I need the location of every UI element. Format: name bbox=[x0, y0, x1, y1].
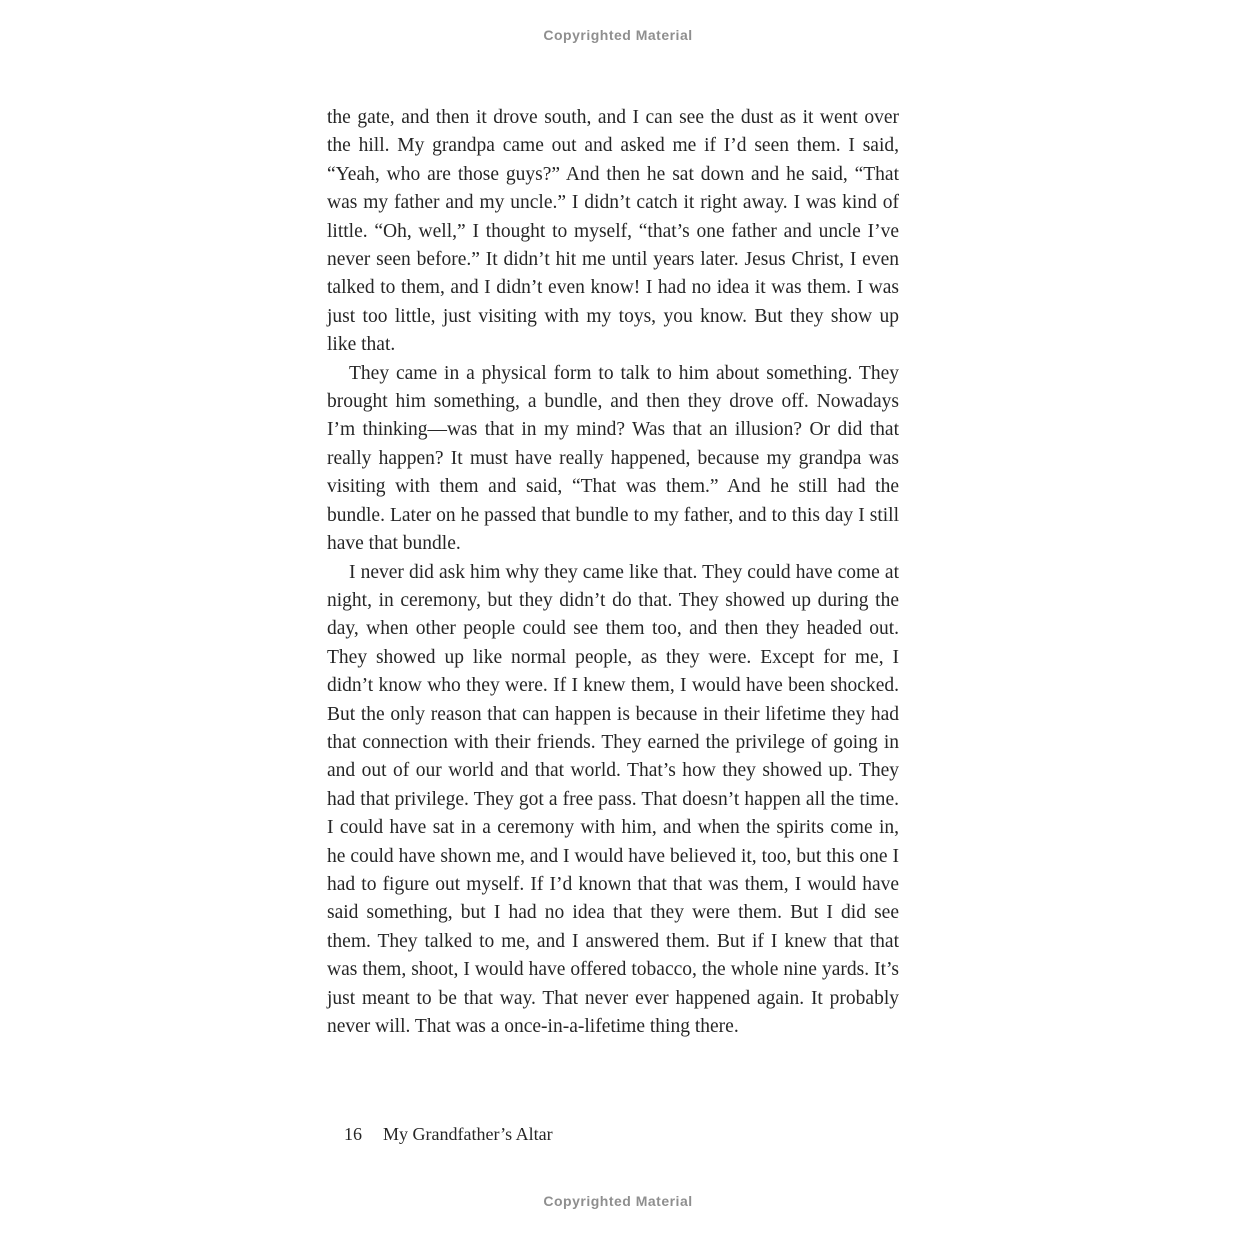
copyright-notice-top: Copyrighted Material bbox=[543, 27, 693, 43]
copyright-notice-bottom: Copyrighted Material bbox=[543, 1193, 693, 1209]
running-footer bbox=[344, 1124, 553, 1145]
paragraph-3: I never did ask him why they came like that. They could have come at night, in ceremony, but they didn’t do that. They showed up during the day, when other people could see them too, and then they headed out. They showed up like normal people, as they were. Except for me, I didn’t know who they were. If I knew them, I would have been shocked. But the only reason that can happen is because in their lifetime they had that connection with their friends. They earned the privilege of going in and out of our world and that world. That’s how they showed up. They had that privilege. They got a free pass. That doesn’t happen all the time. I could have sat in a ceremony with him, and when the spirits come in, he could have shown me, and I would have believed it, too, but this one I had to figure out myself. If I’d known that that was them, I would have said something, but I had no idea that they were them. But I did see them. They talked to me, and I answered them. But if I knew that that was them, shoot, I would have offered tobacco, the whole nine yards. It’s just meant to be that way. That never ever happened again. It probably never will. That was a once-in-a-lifetime thing there. bbox=[327, 561, 899, 1037]
body-text bbox=[327, 104, 899, 1041]
paragraph-2: They came in a physical form to talk to him about something. They brought him something, a bundle, and then they drove off. Nowadays I’m thinking—was that in my mind? Was that an illusion? Or did that really happen? It must have really happened, because my grandpa was visiting with them and said, “That was them.” And he still had the bundle. Later on he passed that bundle to my father, and to this day I still have that bundle. bbox=[327, 362, 899, 555]
paragraph-1: the gate, and then it drove south, and I can see the dust as it went over the hill. My grandpa came out and asked me if I’d seen them. I said, “Yeah, who are those guys?” And then he sat down and he said, “That was my father and my uncle.” I didn’t catch it right away. I was kind of little. “Oh, well,” I thought to myself, “that’s one father and uncle I’ve never seen before.” It didn’t hit me until years later. Jesus Christ, I even talked to them, and I didn’t even know! I had no idea it was them. I was just too little, just visiting with my toys, you know. But they show up like that. bbox=[327, 107, 899, 356]
page-number: 16 bbox=[344, 1124, 362, 1144]
chapter-title: My Grandfather’s Altar bbox=[383, 1124, 553, 1144]
